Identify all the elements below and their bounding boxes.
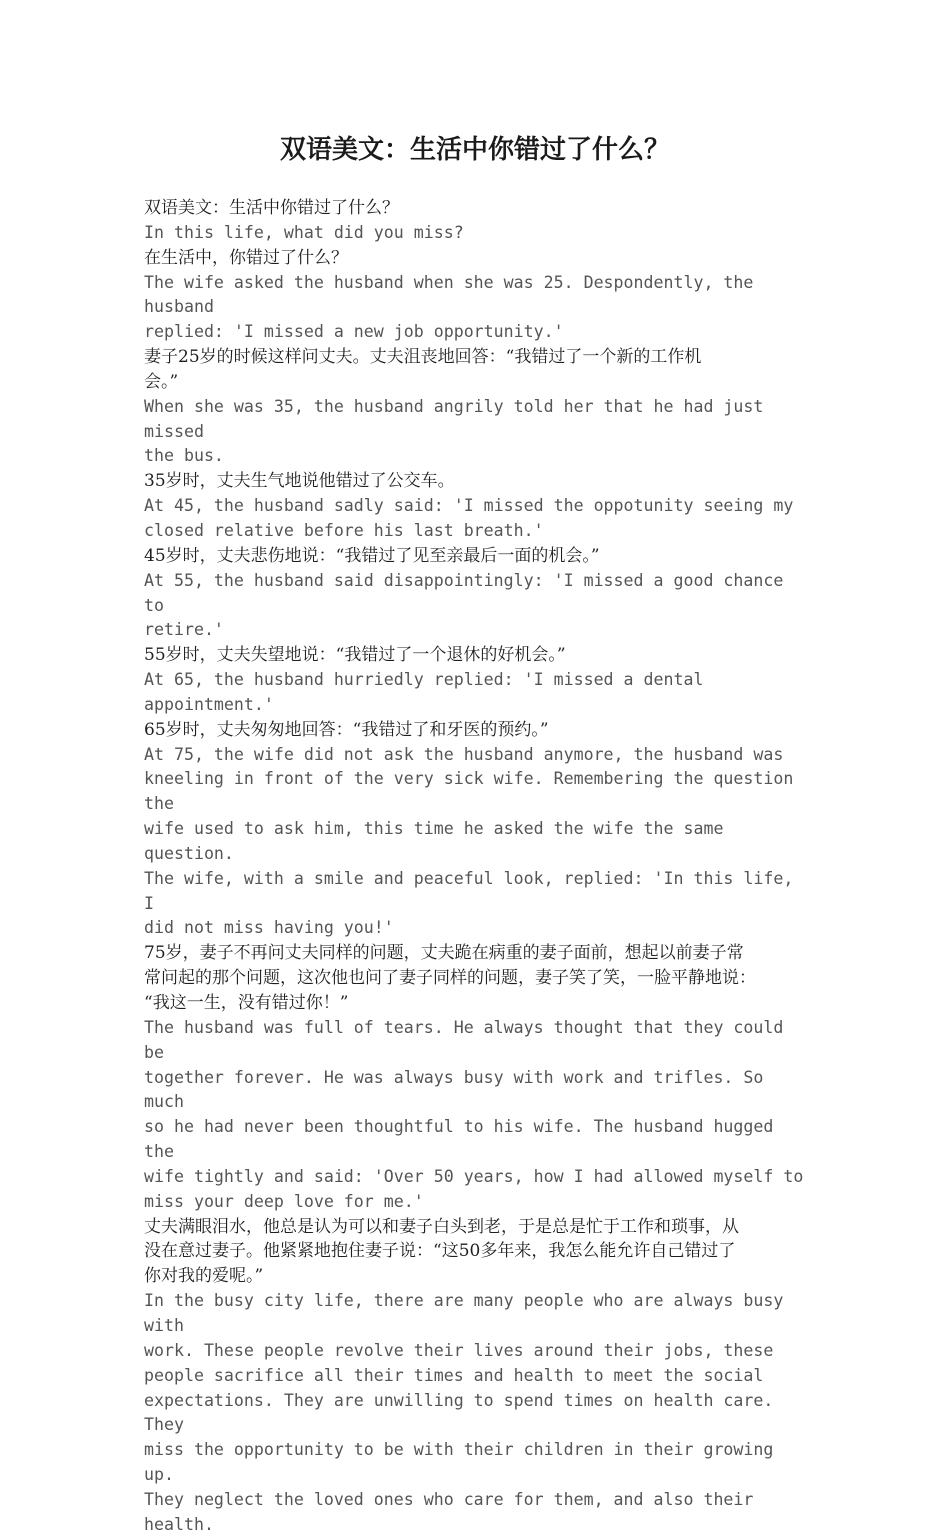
english-text-line: The husband was full of tears. He always thought that they could be	[144, 1017, 794, 1062]
chinese-text-line: 会。”	[144, 371, 179, 392]
document-title: 双语美文：生活中你错过了什么？	[279, 135, 670, 165]
english-text-line: In this life, what did you miss?	[144, 222, 464, 242]
english-text-line: At 75, the wife did not ask the husband anymore, the husband was	[144, 744, 784, 764]
chinese-text-line: 在生活中，你错过了什么？	[144, 247, 348, 268]
english-text-line: appointment.'	[144, 694, 274, 714]
chinese-text-line: 55岁时，丈夫失望地说：“我错过了一个退休的好机会。”	[144, 645, 566, 666]
english-text-line: At 65, the husband hurriedly replied: 'I missed a dental	[144, 670, 704, 690]
english-text-line: did not miss having you!'	[144, 918, 394, 938]
chinese-text-line: 妻子25岁的时候这样问丈夫。丈夫沮丧地回答：“我错过了一个新的工作机	[144, 347, 702, 368]
chinese-text-line: 双语美文：生活中你错过了什么？	[144, 198, 399, 218]
english-text-line: They neglect the loved ones who care for them, and also their health.	[144, 1489, 764, 1534]
english-text-line: The wife, with a smile and peaceful look, replied: 'In this life, I	[144, 868, 804, 913]
english-text-line: At 45, the husband sadly said: 'I missed the oppotunity seeing my	[144, 496, 794, 516]
english-text-line: the bus.	[144, 446, 224, 466]
english-text-line: miss the opportunity to be with their children in their growing up.	[144, 1440, 784, 1485]
english-text-line: When she was 35, the husband angrily told her that he had just missed	[144, 396, 774, 441]
chinese-text-line: 35岁时，丈夫生气地说他错过了公交车。	[144, 471, 455, 492]
document-body	[144, 196, 808, 1538]
chinese-text-line: 75岁，妻子不再问丈夫同样的问题，丈夫跪在病重的妻子面前，想起以前妻子常	[144, 943, 744, 964]
chinese-text-line: 没在意过妻子。他紧紧地抱住妻子说：“这50多年来，我怎么能允许自己错过了	[144, 1241, 736, 1262]
chinese-text-line: “我这一生，没有错过你！”	[144, 993, 349, 1013]
chinese-text-line: 65岁时，丈夫匆匆地回答：“我错过了和牙医的预约。”	[144, 719, 549, 740]
chinese-text-line: 45岁时，丈夫悲伤地说：“我错过了见至亲最后一面的机会。”	[144, 545, 600, 566]
english-text-line: expectations. They are unwilling to spend times on health care. They	[144, 1390, 784, 1435]
english-text-line: people sacrifice all their times and health to meet the social	[144, 1365, 764, 1385]
english-text-line: so he had never been thoughtful to his wife. The husband hugged the	[144, 1117, 784, 1162]
english-text-line: retire.'	[144, 620, 224, 640]
chinese-text-line: 丈夫满眼泪水，他总是认为可以和妻子白头到老，于是总是忙于工作和琐事，从	[144, 1216, 739, 1237]
english-text-line: The wife asked the husband when she was 25. Despondently, the husband	[144, 272, 764, 317]
english-text-line: wife tightly and said: 'Over 50 years, how I had allowed myself to	[144, 1166, 804, 1186]
english-text-line: miss your deep love for me.'	[144, 1191, 424, 1211]
english-text-line: replied: 'I missed a new job opportunity.'	[144, 322, 564, 342]
english-text-line: kneeling in front of the very sick wife. Remembering the question the	[144, 769, 804, 814]
english-text-line: work. These people revolve their lives around their jobs, these	[144, 1340, 774, 1360]
english-text-line: At 55, the husband said disappointingly: 'I missed a good chance to	[144, 570, 794, 615]
english-text-line: together forever. He was always busy with work and trifles. So much	[144, 1067, 774, 1112]
chinese-text-line: 常问起的那个问题，这次他也问了妻子同样的问题，妻子笑了笑，一脸平静地说：	[144, 968, 756, 989]
english-text-line: In the busy city life, there are many people who are always busy with	[144, 1291, 794, 1335]
english-text-line: wife used to ask him, this time he asked the wife the same question.	[144, 819, 734, 863]
chinese-text-line: 你对我的爱呢。”	[144, 1266, 264, 1287]
english-text-line: closed relative before his last breath.'	[144, 520, 544, 540]
